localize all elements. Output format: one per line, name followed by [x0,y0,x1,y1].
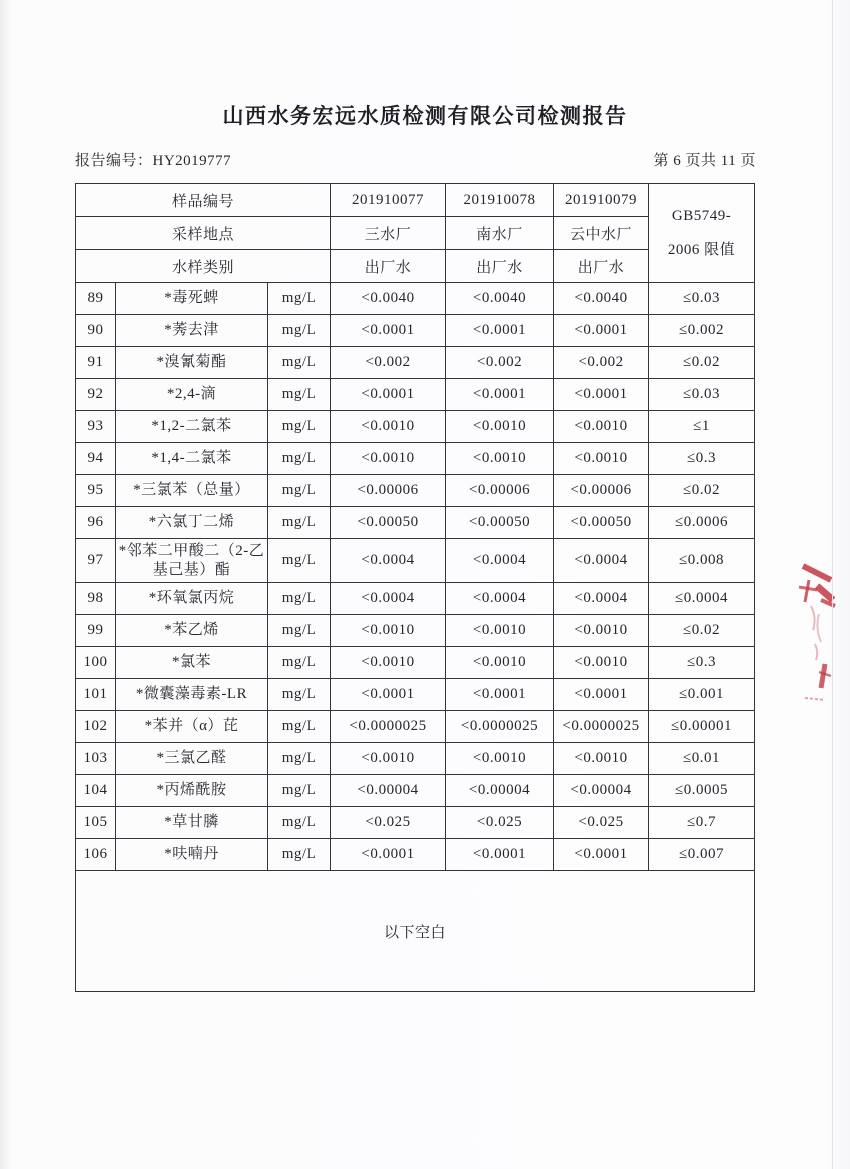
value-sample-1: <0.0010 [331,615,446,647]
parameter-name: *微囊藻毒素-LR [116,679,268,711]
unit: mg/L [268,443,331,475]
value-sample-1: <0.0001 [331,379,446,411]
header-row-sample-no [76,184,755,217]
value-sample-3: <0.00006 [554,475,649,507]
value-sample-1: <0.025 [331,807,446,839]
parameter-name: *毒死蜱 [116,283,268,315]
parameter-row [76,743,755,775]
parameter-row [76,507,755,539]
parameter-row [76,411,755,443]
row-number: 98 [76,583,116,615]
value-sample-3: <0.0010 [554,743,649,775]
parameter-row [76,443,755,475]
row-number: 104 [76,775,116,807]
results-table [75,183,755,992]
value-sample-3: <0.0010 [554,615,649,647]
limit-value: ≤0.02 [649,347,755,379]
unit: mg/L [268,475,331,507]
value-sample-1: <0.0001 [331,679,446,711]
parameter-name: *三氯苯（总量） [116,475,268,507]
value-sample-3: <0.0001 [554,679,649,711]
parameter-row [76,615,755,647]
limit-standard-text [651,184,752,282]
location-3: 云中水厂 [554,217,649,250]
parameter-row [76,839,755,871]
value-sample-2: <0.0040 [446,283,554,315]
parameter-name: *氯苯 [116,647,268,679]
limit-value: ≤1 [649,411,755,443]
unit: mg/L [268,315,331,347]
limit-value: ≤0.00001 [649,711,755,743]
parameter-row [76,283,755,315]
limit-standard-header [649,184,755,283]
value-sample-2: <0.00050 [446,507,554,539]
value-sample-1: <0.0010 [331,743,446,775]
value-sample-2: <0.0000025 [446,711,554,743]
paper-edge-shadow [832,0,833,1169]
value-sample-3: <0.0004 [554,583,649,615]
unit: mg/L [268,711,331,743]
value-sample-3: <0.025 [554,807,649,839]
water-type-2: 出厂水 [446,250,554,283]
value-sample-1: <0.0001 [331,315,446,347]
value-sample-1: <0.00004 [331,775,446,807]
report-title: 山西水务宏远水质检测有限公司检测报告 [222,105,628,128]
row-number: 93 [76,411,116,443]
parameter-name: *2,4-滴 [116,379,268,411]
value-sample-3: <0.0000025 [554,711,649,743]
value-sample-2: <0.002 [446,347,554,379]
parameter-row [76,583,755,615]
sample-id-1: 201910077 [331,184,446,217]
limit-standard-line1: GB5749- [671,207,732,224]
value-sample-1: <0.0010 [331,443,446,475]
value-sample-2: <0.0001 [446,315,554,347]
limit-value: ≤0.0005 [649,775,755,807]
unit: mg/L [268,615,331,647]
parameter-row [76,647,755,679]
row-number: 99 [76,615,116,647]
water-type-3: 出厂水 [554,250,649,283]
unit: mg/L [268,839,331,871]
row-number: 90 [76,315,116,347]
value-sample-3: <0.0010 [554,647,649,679]
parameter-name: *苯乙烯 [116,615,268,647]
row-number: 94 [76,443,116,475]
row-number: 92 [76,379,116,411]
value-sample-2: <0.00004 [446,775,554,807]
row-number: 97 [76,539,116,583]
limit-value: ≤0.0004 [649,583,755,615]
limit-value: ≤0.03 [649,379,755,411]
unit: mg/L [268,775,331,807]
value-sample-2: <0.0010 [446,411,554,443]
unit: mg/L [268,647,331,679]
parameter-row [76,679,755,711]
row-number: 106 [76,839,116,871]
value-sample-2: <0.00006 [446,475,554,507]
row-number: 96 [76,507,116,539]
location-2: 南水厂 [446,217,554,250]
sample-id-3: 201910079 [554,184,649,217]
page-indicator: 第 6 页共 11 页 [653,153,756,169]
limit-value: ≤0.02 [649,615,755,647]
value-sample-2: <0.0001 [446,379,554,411]
unit: mg/L [268,379,331,411]
value-sample-1: <0.0000025 [331,711,446,743]
parameter-row [76,379,755,411]
unit: mg/L [268,743,331,775]
report-meta [75,149,756,170]
location-1: 三水厂 [331,217,446,250]
limit-value: ≤0.3 [649,443,755,475]
blank-note-row [76,871,755,992]
parameter-name: *丙烯酰胺 [116,775,268,807]
value-sample-3: <0.0004 [554,539,649,583]
water-type-1: 出厂水 [331,250,446,283]
parameter-row [76,711,755,743]
value-sample-3: <0.00050 [554,507,649,539]
value-sample-3: <0.0001 [554,839,649,871]
sample-id-2: 201910078 [446,184,554,217]
row-number: 89 [76,283,116,315]
value-sample-2: <0.0010 [446,443,554,475]
sample-no-label: 样品编号 [76,184,331,217]
parameter-name: *邻苯二甲酸二（2-乙基己基）酯 [116,539,268,583]
value-sample-2: <0.0010 [446,743,554,775]
parameter-row [76,475,755,507]
unit: mg/L [268,583,331,615]
limit-value: ≤0.007 [649,839,755,871]
parameter-row [76,807,755,839]
value-sample-2: <0.025 [446,807,554,839]
parameter-row [76,347,755,379]
row-number: 100 [76,647,116,679]
limit-value: ≤0.001 [649,679,755,711]
parameter-row [76,539,755,583]
parameter-name: *1,2-二氯苯 [116,411,268,443]
value-sample-1: <0.0040 [331,283,446,315]
unit: mg/L [268,539,331,583]
parameter-row [76,775,755,807]
unit: mg/L [268,679,331,711]
value-sample-1: <0.0010 [331,411,446,443]
value-sample-1: <0.0004 [331,583,446,615]
parameter-name: *溴氰菊酯 [116,347,268,379]
unit: mg/L [268,411,331,443]
value-sample-3: <0.0001 [554,379,649,411]
value-sample-3: <0.0010 [554,411,649,443]
row-number: 91 [76,347,116,379]
parameter-name: *1,4-二氯苯 [116,443,268,475]
value-sample-2: <0.0001 [446,839,554,871]
water-type-label: 水样类别 [76,250,331,283]
limit-value: ≤0.02 [649,475,755,507]
value-sample-1: <0.00006 [331,475,446,507]
value-sample-3: <0.0010 [554,443,649,475]
parameter-row [76,315,755,347]
value-sample-1: <0.0004 [331,539,446,583]
unit: mg/L [268,347,331,379]
value-sample-2: <0.0004 [446,583,554,615]
report-number: 报告编号：HY2019777 [75,153,232,169]
results-table-header [76,184,755,283]
location-label: 采样地点 [76,217,331,250]
unit: mg/L [268,283,331,315]
blank-note-cell: 以下空白 [76,871,755,992]
unit: mg/L [268,807,331,839]
parameter-name: *莠去津 [116,315,268,347]
row-number: 101 [76,679,116,711]
results-table-footer [76,871,755,992]
row-number: 105 [76,807,116,839]
parameter-name: *三氯乙醛 [116,743,268,775]
row-number: 95 [76,475,116,507]
limit-value: ≤0.0006 [649,507,755,539]
limit-value: ≤0.002 [649,315,755,347]
row-number: 102 [76,711,116,743]
unit: mg/L [268,507,331,539]
value-sample-1: <0.00050 [331,507,446,539]
row-number: 103 [76,743,116,775]
parameter-name: *环氧氯丙烷 [116,583,268,615]
parameter-name: *苯并（α）芘 [116,711,268,743]
limit-value: ≤0.7 [649,807,755,839]
value-sample-1: <0.0010 [331,647,446,679]
value-sample-2: <0.0001 [446,679,554,711]
value-sample-2: <0.0004 [446,539,554,583]
value-sample-3: <0.002 [554,347,649,379]
limit-value: ≤0.008 [649,539,755,583]
value-sample-3: <0.0001 [554,315,649,347]
value-sample-2: <0.0010 [446,647,554,679]
value-sample-1: <0.0001 [331,839,446,871]
limit-value: ≤0.03 [649,283,755,315]
limit-value: ≤0.01 [649,743,755,775]
value-sample-3: <0.0040 [554,283,649,315]
parameter-name: *呋喃丹 [116,839,268,871]
results-table-body [76,283,755,871]
limit-value: ≤0.3 [649,647,755,679]
limit-standard-line2: 2006 限值 [667,241,736,258]
parameter-name: *六氯丁二烯 [116,507,268,539]
value-sample-1: <0.002 [331,347,446,379]
value-sample-2: <0.0010 [446,615,554,647]
value-sample-3: <0.00004 [554,775,649,807]
parameter-name: *草甘膦 [116,807,268,839]
